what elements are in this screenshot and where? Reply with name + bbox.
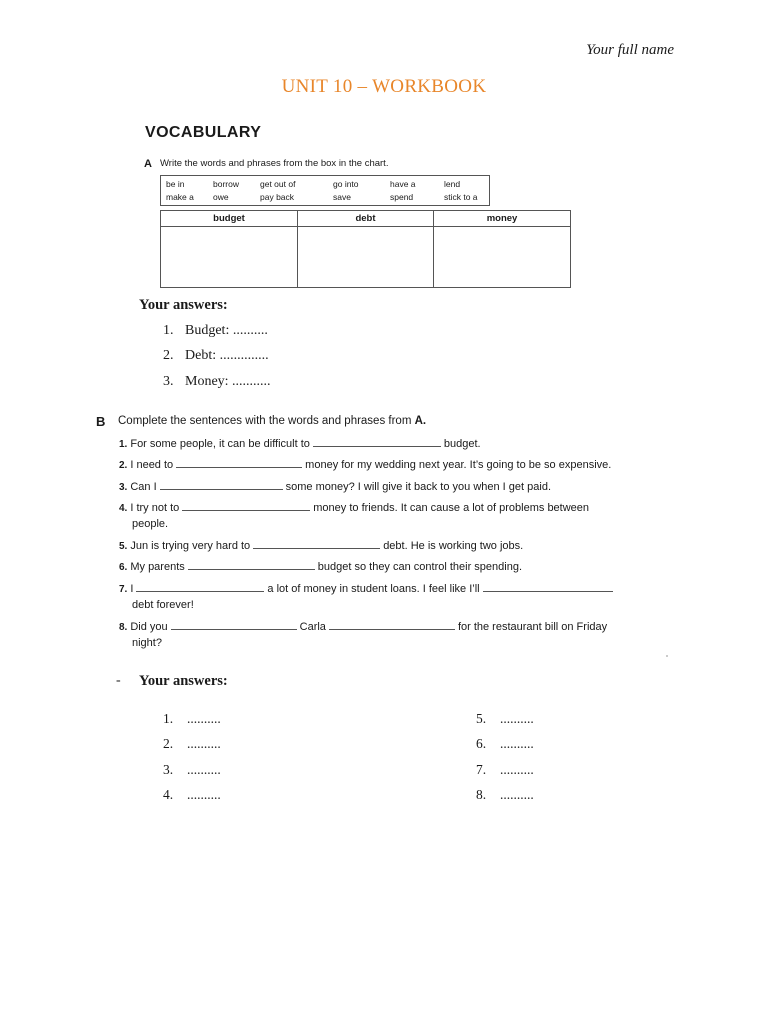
answer-a-text: Budget: ..........: [185, 323, 268, 338]
answer-a-number: 2.: [163, 348, 174, 363]
sentence-text: people.: [132, 517, 169, 530]
sentence-8: [119, 619, 607, 651]
word-box-item: borrow: [213, 179, 239, 189]
sentence-text: I need to: [130, 459, 174, 471]
sentence-blank: [483, 581, 613, 592]
answer-a-item: [163, 323, 268, 339]
sentence-text: for the restaurant bill on Friday: [457, 621, 608, 633]
chart-header-money: money: [434, 211, 570, 227]
word-box-item: save: [333, 192, 351, 202]
word-box-item: be in: [166, 179, 185, 189]
sentence-blank: [313, 436, 441, 447]
answer-b-item: [163, 762, 221, 778]
answer-b-item: [476, 736, 534, 752]
chart-divider: [433, 211, 434, 287]
section-b-instruction-text: Complete the sentences with the words and phrases from: [118, 415, 412, 427]
section-a-instruction: Write the words and phrases from the box in the chart.: [160, 158, 389, 169]
answer-b-text: ..........: [187, 762, 221, 777]
answer-b-text: ..........: [500, 736, 534, 751]
answer-b-number: 3.: [163, 762, 174, 777]
sentence-text: a lot of money in student loans. I feel like I’ll: [267, 583, 480, 595]
sentence-text: I try not to: [130, 502, 180, 514]
word-box: [160, 175, 490, 206]
full-name-label: Your full name: [586, 42, 674, 58]
answer-b-text: ..........: [500, 711, 534, 726]
answer-b-item: [476, 787, 534, 803]
sentence-6: [119, 559, 522, 576]
answer-b-text: ..........: [187, 736, 221, 751]
sentence-number: 7.: [119, 584, 128, 595]
sentence-text: Can I: [130, 481, 157, 493]
section-b-instruction-ref: A.: [414, 415, 427, 427]
sentence-text: budget.: [443, 438, 481, 450]
sentence-text: My parents: [130, 561, 185, 573]
page-title: UNIT 10 – WORKBOOK: [281, 76, 487, 97]
sentence-text: budget so they can control their spending.: [317, 561, 523, 573]
answer-b-item: [163, 787, 221, 803]
sentence-number: 1.: [119, 439, 128, 450]
sentence-blank: [188, 559, 315, 570]
answer-a-text: Debt: ..............: [185, 348, 269, 363]
answer-b-item: [476, 762, 534, 778]
answer-b-number: 5.: [476, 711, 487, 726]
sentence-blank: [160, 479, 283, 490]
sentence-blank: [171, 619, 297, 630]
vocabulary-chart: [160, 210, 571, 288]
scan-speck: [666, 655, 668, 657]
answer-b-text: ..........: [500, 762, 534, 777]
word-box-item: pay back: [260, 192, 295, 202]
answer-b-text: ..........: [187, 787, 221, 802]
sentence-5: [119, 538, 523, 555]
sentence-text: some money? I will give it back to you when I get paid.: [285, 481, 551, 493]
sentence-7: [119, 581, 616, 613]
answer-a-item: [163, 348, 269, 364]
answer-a-item: [163, 374, 271, 390]
sentence-number: 6.: [119, 562, 128, 573]
section-b-letter: B: [96, 414, 106, 429]
answer-b-text: ..........: [500, 787, 534, 802]
sentence-number: 4.: [119, 503, 128, 514]
sentence-blank: [253, 538, 380, 549]
sentence-number: 5.: [119, 541, 128, 552]
answers-b-label: Your answers:: [139, 673, 228, 689]
answer-b-number: 2.: [163, 736, 174, 751]
answers-b-dash: -: [116, 673, 121, 688]
answers-a-label: Your answers:: [139, 297, 228, 313]
word-box-item: have a: [390, 179, 416, 189]
answer-b-text: ..........: [187, 711, 221, 726]
answer-a-text: Money: ...........: [185, 374, 271, 389]
sentence-2: [119, 457, 611, 474]
sentence-text: Carla: [299, 621, 326, 633]
word-box-item: spend: [390, 192, 414, 202]
word-box-item: get out of: [260, 179, 296, 189]
sentence-text: For some people, it can be difficult to: [130, 438, 310, 450]
word-box-item: make a: [166, 192, 194, 202]
answer-b-item: [476, 711, 534, 727]
sentence-text: night?: [132, 636, 162, 649]
answer-a-number: 1.: [163, 323, 174, 338]
sentence-number: 2.: [119, 460, 128, 471]
sentence-text: money to friends. It can cause a lot of problems between: [313, 502, 590, 514]
word-box-item: go into: [333, 179, 359, 189]
sentence-4: [119, 500, 589, 532]
sentence-3: [119, 479, 551, 496]
chart-header-debt: debt: [298, 211, 433, 227]
sentence-text: debt. He is working two jobs.: [383, 540, 524, 552]
sentence-number: 3.: [119, 482, 128, 493]
answer-b-number: 6.: [476, 736, 487, 751]
vocabulary-heading: VOCABULARY: [145, 124, 262, 141]
sentence-text: money for my wedding next year. It’s going to be so expensive.: [305, 459, 612, 471]
sentence-number: 8.: [119, 622, 128, 633]
sentence-blank: [182, 500, 310, 511]
section-b-instruction: [118, 415, 426, 427]
answer-b-number: 7.: [476, 762, 487, 777]
word-box-item: owe: [213, 192, 229, 202]
chart-header-budget: budget: [161, 211, 297, 227]
answer-b-number: 4.: [163, 787, 174, 802]
sentence-text: Did you: [130, 621, 168, 633]
sentence-text: debt forever!: [132, 598, 194, 611]
answer-a-number: 3.: [163, 374, 174, 389]
sentence-text: Jun is trying very hard to: [130, 540, 251, 552]
answer-b-item: [163, 736, 221, 752]
sentence-blank: [329, 619, 455, 630]
sentence-text: I: [130, 583, 134, 595]
answer-b-number: 8.: [476, 787, 487, 802]
sentence-1: [119, 436, 481, 453]
answer-b-number: 1.: [163, 711, 174, 726]
sentence-blank: [136, 581, 264, 592]
chart-divider: [297, 211, 298, 287]
word-box-item: stick to a: [444, 192, 478, 202]
word-box-item: lend: [444, 179, 461, 189]
sentence-blank: [176, 457, 302, 468]
answer-b-item: [163, 711, 221, 727]
section-a-letter: A: [144, 158, 152, 170]
